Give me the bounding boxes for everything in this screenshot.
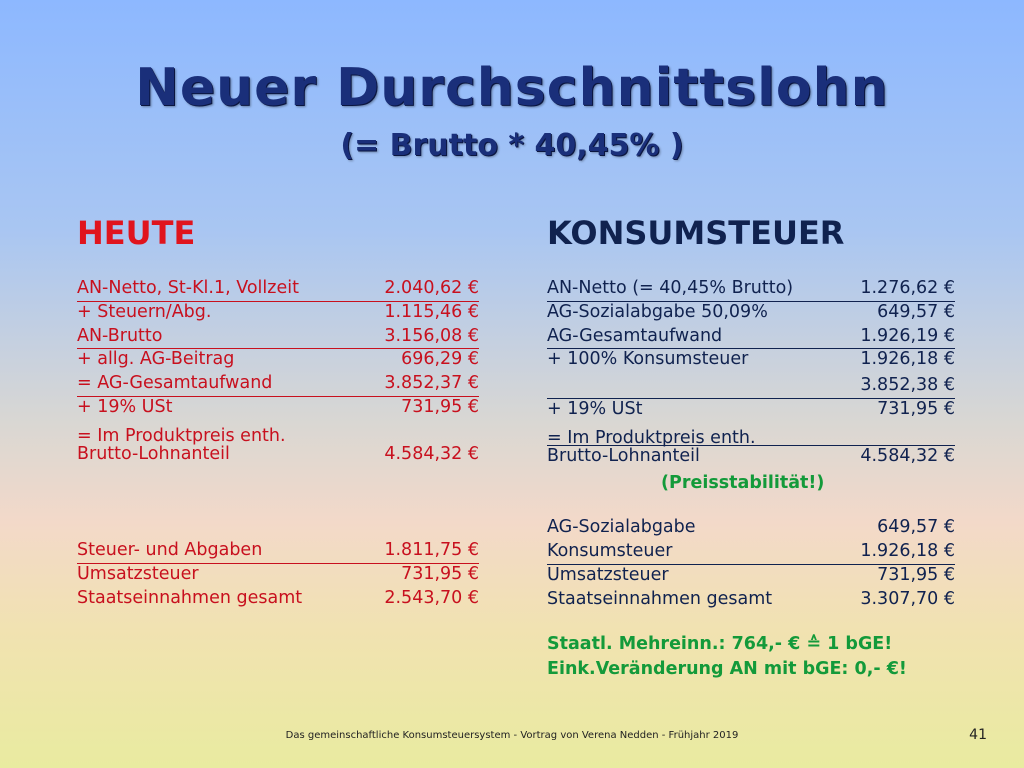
row-label: Umsatzsteuer <box>547 565 669 585</box>
table-row <box>547 445 955 466</box>
row-label: Brutto-Lohnanteil <box>77 444 230 464</box>
row-value: 731,95 € <box>401 397 479 417</box>
row-value: 649,57 € <box>877 517 955 537</box>
heading-heute: HEUTE <box>77 214 196 252</box>
price-stability-note: (Preisstabilität!) <box>661 473 825 493</box>
row-value: 1.926,19 € <box>860 326 955 346</box>
row-label: AN-Brutto <box>77 326 163 346</box>
row-label: AN-Netto (= 40,45% Brutto) <box>547 278 794 298</box>
row-value: 4.584,32 € <box>860 446 955 466</box>
row-label: = Im Produktpreis enth. <box>547 428 756 448</box>
table-row <box>547 398 955 419</box>
row-value: 3.852,38 € <box>860 375 955 395</box>
row-value: 4.584,32 € <box>384 444 479 464</box>
table-row <box>77 301 479 322</box>
row-label: Staatseinnahmen gesamt <box>547 589 773 609</box>
row-label: Umsatzsteuer <box>77 564 199 584</box>
summary-state-revenue: Staatl. Mehreinn.: 764,- € ≙ 1 bGE! <box>547 634 893 654</box>
page-number: 41 <box>969 727 987 743</box>
row-label: AG-Gesamtaufwand <box>547 326 723 346</box>
row-label: Staatseinnahmen gesamt <box>77 588 303 608</box>
row-label: AN-Netto, St-Kl.1, Vollzeit <box>77 278 299 298</box>
row-value: 731,95 € <box>401 564 479 584</box>
row-value: 649,57 € <box>877 302 955 322</box>
row-value: 1.811,75 € <box>384 540 479 560</box>
table-row <box>547 564 955 585</box>
row-label: = AG-Gesamtaufwand <box>77 373 273 393</box>
row-value: 1.276,62 € <box>860 278 955 298</box>
row-label: AG-Sozialabgabe 50,09% <box>547 302 768 322</box>
row-value: 731,95 € <box>877 565 955 585</box>
row-value: 3.307,70 € <box>860 589 955 609</box>
row-value: 3.852,37 € <box>384 373 479 393</box>
row-value: 1.115,46 € <box>384 302 479 322</box>
row-label: + 100% Konsumsteuer <box>547 349 749 369</box>
row-label: + 19% USt <box>547 399 643 419</box>
row-value: 2.040,62 € <box>384 278 479 298</box>
slide-footer: Das gemeinschaftliche Konsumsteuersystem - Vortrag von Verena Nedden - Frühjahr 2019 <box>285 730 739 741</box>
table-row <box>547 301 955 322</box>
table-row <box>77 348 479 369</box>
row-value: 1.926,18 € <box>860 541 955 561</box>
row-value: 3.156,08 € <box>384 326 479 346</box>
row-label: Steuer- und Abgaben <box>77 540 263 560</box>
row-label: Konsumsteuer <box>547 541 673 561</box>
row-label: + allg. AG-Beitrag <box>77 349 235 369</box>
row-label: + Steuern/Abg. <box>77 302 212 322</box>
row-label: + 19% USt <box>77 397 173 417</box>
table-row <box>77 396 479 417</box>
summary-income-change: Eink.Veränderung AN mit bGE: 0,- €! <box>547 659 907 679</box>
table-row <box>547 348 955 369</box>
row-label: AG-Sozialabgabe <box>547 517 696 537</box>
row-value: 1.926,18 € <box>860 349 955 369</box>
row-label: = Im Produktpreis enth. <box>77 426 286 446</box>
row-value: 731,95 € <box>877 399 955 419</box>
slide-title: Neuer Durchschnittslohn <box>135 58 889 118</box>
slide-subtitle: (= Brutto * 40,45% ) <box>340 128 684 163</box>
row-value: 2.543,70 € <box>384 588 479 608</box>
row-label: Brutto-Lohnanteil <box>547 446 700 466</box>
table-row <box>77 563 479 584</box>
row-value: 696,29 € <box>401 349 479 369</box>
heading-konsumsteuer: KONSUMSTEUER <box>547 214 845 252</box>
